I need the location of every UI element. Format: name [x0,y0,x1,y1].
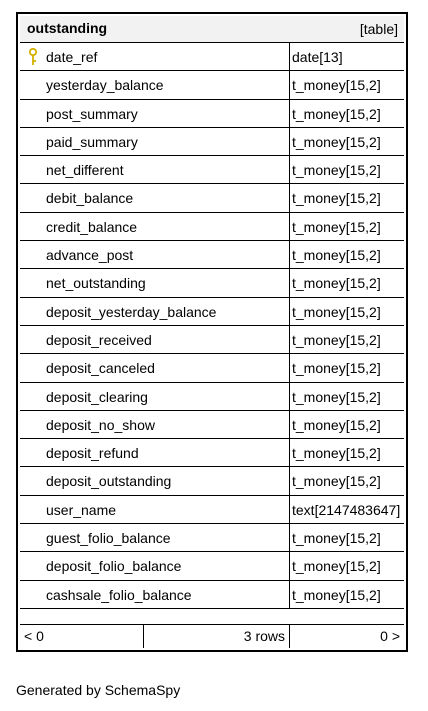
column-type: t_money[15,2] [292,275,381,292]
column-name: deposit_outstanding [46,473,172,490]
column-type: t_money[15,2] [292,105,381,122]
column-name: date_ref [46,49,98,65]
column-row[interactable] [20,213,404,241]
column-name-cell [20,43,290,70]
rows-cell [144,625,290,648]
column-name-cell [20,298,290,325]
column-name: credit_balance [46,218,138,235]
key-icon [28,48,38,66]
column-name: deposit_received [46,331,152,348]
column-name: net_outstanding [46,275,146,292]
column-type: t_money[15,2] [292,133,381,150]
table-kind: [table] [359,21,398,37]
column-name: deposit_clearing [46,388,148,405]
children-cell [290,625,404,648]
column-name-cell [20,213,290,240]
column-type: t_money[15,2] [292,586,381,603]
column-row[interactable] [20,496,404,524]
column-name-cell [20,581,290,608]
column-name-cell [20,496,290,523]
column-name-cell [20,383,290,410]
table-footer [20,624,404,648]
children-count[interactable]: 0 > [380,628,400,644]
column-name: post_summary [46,105,138,122]
column-row[interactable] [20,411,404,439]
generated-by-text: Generated by SchemaSpy [16,682,181,698]
column-name-cell [20,354,290,381]
column-type: t_money[15,2] [292,190,381,207]
column-type: t_money[15,2] [292,445,381,462]
column-name-cell [20,467,290,494]
column-row[interactable] [20,298,404,326]
column-name: deposit_refund [46,445,139,462]
column-row[interactable] [20,326,404,354]
column-type: text[2147483647] [292,501,401,518]
column-type: t_money[15,2] [292,558,381,575]
table-name[interactable]: outstanding [27,20,108,36]
column-name: advance_post [46,247,134,264]
column-name: paid_summary [46,133,138,150]
column-name: deposit_canceled [46,360,155,377]
column-type: t_money[15,2] [292,331,381,348]
column-name: yesterday_balance [46,77,164,94]
column-row[interactable] [20,128,404,156]
column-name-cell [20,326,290,353]
column-name: cashsale_folio_balance [46,586,192,603]
column-name-cell [20,156,290,183]
column-row[interactable] [20,552,404,580]
column-name-cell [20,269,290,296]
column-type: date[13] [292,49,343,65]
column-type: t_money[15,2] [292,303,381,320]
column-row[interactable] [20,467,404,495]
column-type: t_money[15,2] [292,360,381,377]
column-row[interactable] [20,241,404,269]
column-type: t_money[15,2] [292,416,381,433]
column-row[interactable] [20,269,404,297]
column-row[interactable] [20,43,404,71]
column-name-cell [20,100,290,127]
column-row[interactable] [20,156,404,184]
column-name: net_different [46,162,124,179]
column-row[interactable] [20,524,404,552]
column-row[interactable] [20,71,404,99]
column-row[interactable] [20,100,404,128]
column-type: t_money[15,2] [292,77,381,94]
column-type: t_money[15,2] [292,473,381,490]
column-type: t_money[15,2] [292,247,381,264]
table-box [16,12,408,652]
column-name: debit_balance [46,190,134,207]
row-count: 3 rows [243,628,285,644]
column-name: guest_folio_balance [46,530,171,547]
column-name: deposit_folio_balance [46,558,182,575]
column-list [20,43,404,609]
column-name-cell [20,411,290,438]
column-type: t_money[15,2] [292,530,381,547]
column-row[interactable] [20,383,404,411]
parents-count[interactable]: < 0 [24,628,44,644]
column-name: deposit_no_show [46,416,155,433]
column-row[interactable] [20,581,404,609]
column-row[interactable] [20,439,404,467]
column-type: t_money[15,2] [292,218,381,235]
column-name: user_name [46,501,117,518]
column-name-cell [20,524,290,551]
column-name: deposit_yesterday_balance [46,303,217,320]
column-name-cell [20,241,290,268]
column-type: t_money[15,2] [292,162,381,179]
column-row[interactable] [20,354,404,382]
column-name-cell [20,439,290,466]
column-name-cell [20,184,290,211]
column-name-cell [20,552,290,579]
column-row[interactable] [20,184,404,212]
column-type: t_money[15,2] [292,388,381,405]
column-name-cell [20,71,290,98]
parents-cell [20,625,144,648]
table-header [20,16,404,43]
column-name-cell [20,128,290,155]
